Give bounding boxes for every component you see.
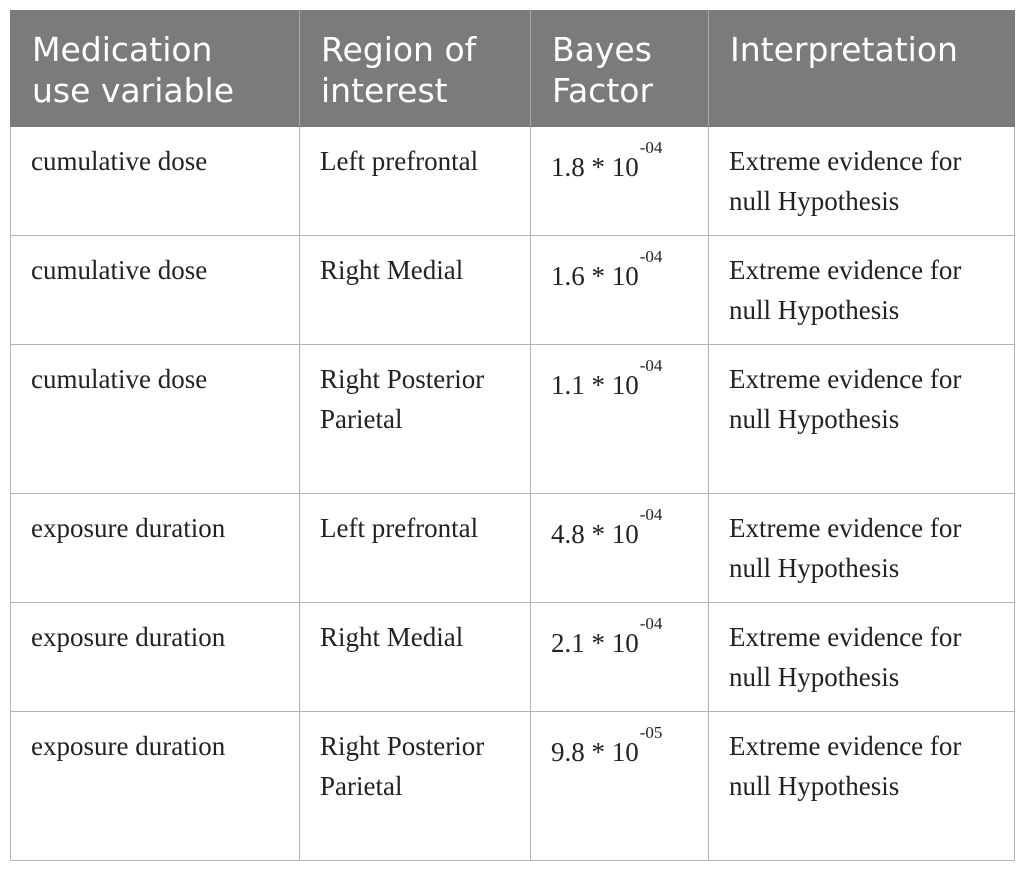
cell-interpretation: Extreme evidence for null Hypothesis <box>709 712 1015 861</box>
bayes-factor-base: 9.8 * 10 <box>551 737 639 767</box>
cell-interpretation: Extreme evidence for null Hypothesis <box>709 345 1015 494</box>
cell-medication: exposure duration <box>11 603 300 712</box>
header-row <box>11 11 1015 127</box>
bayes-factor-table <box>10 10 1015 861</box>
cell-interpretation: Extreme evidence for null Hypothesis <box>709 236 1015 345</box>
table-row <box>11 494 1015 603</box>
bayes-factor-base: 2.1 * 10 <box>551 628 639 658</box>
bayes-factor-exponent: -05 <box>639 723 663 742</box>
cell-medication: cumulative dose <box>11 345 300 494</box>
cell-bayes-factor <box>531 603 709 712</box>
cell-region: Left prefrontal <box>300 494 531 603</box>
cell-medication: cumulative dose <box>11 127 300 236</box>
header-medication-use-variable: Medication use variable <box>11 11 300 127</box>
cell-interpretation: Extreme evidence for null Hypothesis <box>709 603 1015 712</box>
table-row <box>11 236 1015 345</box>
cell-region: Right Posterior Parietal <box>300 345 531 494</box>
table-row <box>11 127 1015 236</box>
bayes-factor-exponent: -04 <box>639 138 663 157</box>
bayes-factor-base: 1.8 * 10 <box>551 152 639 182</box>
bayes-factor-exponent: -04 <box>639 614 663 633</box>
cell-region: Left prefrontal <box>300 127 531 236</box>
table-row <box>11 712 1015 861</box>
bayes-factor-exponent: -04 <box>639 356 663 375</box>
bayes-factor-base: 1.6 * 10 <box>551 261 639 291</box>
cell-bayes-factor <box>531 127 709 236</box>
table-row <box>11 345 1015 494</box>
cell-bayes-factor <box>531 345 709 494</box>
table-row <box>11 603 1015 712</box>
header-interpretation: Interpretation <box>709 11 1015 127</box>
table-body <box>11 127 1015 861</box>
header-bayes-factor: Bayes Factor <box>531 11 709 127</box>
header-region-of-interest: Region of interest <box>300 11 531 127</box>
bayes-factor-exponent: -04 <box>639 247 663 266</box>
cell-region: Right Posterior Parietal <box>300 712 531 861</box>
bayes-factor-base: 4.8 * 10 <box>551 519 639 549</box>
table-header <box>11 11 1015 127</box>
cell-interpretation: Extreme evidence for null Hypothesis <box>709 494 1015 603</box>
cell-region: Right Medial <box>300 236 531 345</box>
cell-bayes-factor <box>531 236 709 345</box>
bayes-factor-base: 1.1 * 10 <box>551 370 639 400</box>
cell-interpretation: Extreme evidence for null Hypothesis <box>709 127 1015 236</box>
cell-region: Right Medial <box>300 603 531 712</box>
cell-medication: exposure duration <box>11 712 300 861</box>
cell-bayes-factor <box>531 712 709 861</box>
cell-medication: exposure duration <box>11 494 300 603</box>
cell-medication: cumulative dose <box>11 236 300 345</box>
bayes-factor-exponent: -04 <box>639 505 663 524</box>
cell-bayes-factor <box>531 494 709 603</box>
